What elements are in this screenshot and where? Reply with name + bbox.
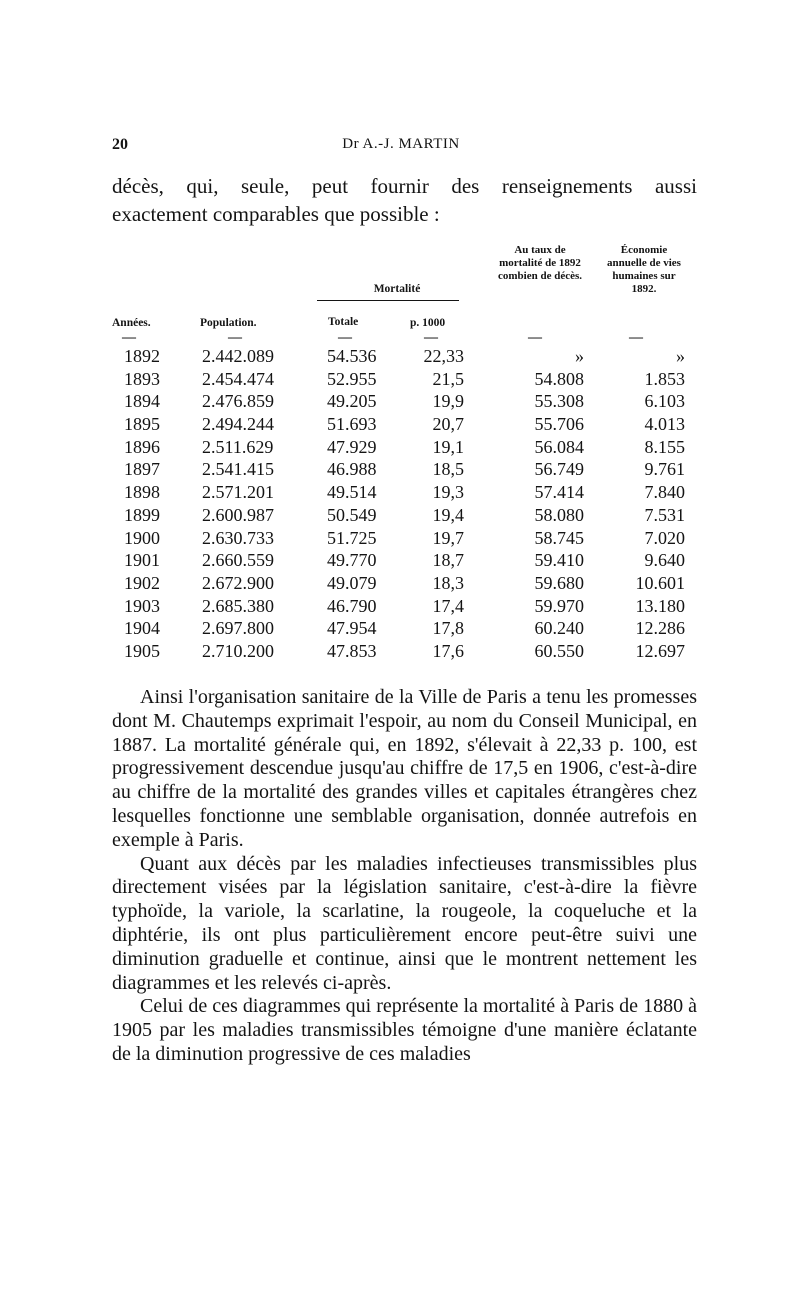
cell-population: 2.660.559 xyxy=(202,550,274,571)
cell-totale: 47.929 xyxy=(327,436,377,457)
cell-annee: 1903 xyxy=(124,595,160,616)
header-population: Population. xyxy=(200,317,257,329)
cell-annee: 1892 xyxy=(124,346,160,366)
cell-totale: 46.988 xyxy=(327,459,377,480)
cell-economie: 10.601 xyxy=(635,572,685,593)
paragraph-3: Celui de ces diagrammes qui représente la mortalité à Paris de 1880 à 1905 par les maladies transmissibles témoigne d'une manière éclatante de la diminution progressive de ces maladies xyxy=(112,995,697,1065)
dash-annees: — xyxy=(122,330,136,345)
cell-economie: 13.180 xyxy=(635,595,685,616)
header-totale: Totale xyxy=(328,316,359,328)
table-row xyxy=(112,413,697,436)
cell-annee: 1895 xyxy=(124,414,160,435)
page-number: 20 xyxy=(112,136,128,153)
table-row xyxy=(112,617,697,640)
running-title: Dr A.-J. MARTIN xyxy=(342,136,460,152)
cell-population: 2.710.200 xyxy=(202,640,274,661)
cell-taux: » xyxy=(575,346,584,366)
cell-annee: 1897 xyxy=(124,459,160,480)
table-row xyxy=(112,572,697,595)
cell-p1000: 21,5 xyxy=(432,368,464,389)
cell-economie: 7.531 xyxy=(644,504,685,525)
cell-taux: 57.414 xyxy=(534,482,584,503)
cell-taux: 54.808 xyxy=(534,368,584,389)
table-row xyxy=(112,595,697,618)
cell-totale: 51.693 xyxy=(327,414,377,435)
paragraph-2: Quant aux décès par les maladies infectieuses transmissibles plus directement visées par la législation sanitaire, c'est-à-dire la fièvre typhoïde, la variole, la scarlatine, la rougeole, la coqueluche et la diphtérie, ils ont plus particulièrement encore peut-être suivi une diminution graduelle et continue, ainsi que le montrent nettement les diagrammes et les relevés ci-après. xyxy=(112,852,697,994)
table-row xyxy=(112,504,697,527)
dash-p1000: — xyxy=(424,330,438,345)
cell-p1000: 20,7 xyxy=(432,414,464,435)
dash-economie: — xyxy=(629,330,643,345)
dash-population: — xyxy=(228,330,242,345)
cell-totale: 47.853 xyxy=(327,640,377,661)
cell-annee: 1905 xyxy=(124,640,160,661)
cell-economie: 1.853 xyxy=(644,368,685,389)
page-header xyxy=(112,136,690,160)
table-row xyxy=(112,527,697,550)
cell-taux: 58.080 xyxy=(534,504,584,525)
dash-totale: — xyxy=(338,330,352,345)
table-body xyxy=(112,345,697,663)
cell-population: 2.494.244 xyxy=(202,414,274,435)
cell-totale: 46.790 xyxy=(327,595,377,616)
header-annees: Années. xyxy=(112,317,151,329)
cell-economie: 4.013 xyxy=(644,414,685,435)
cell-annee: 1904 xyxy=(124,618,160,639)
cell-annee: 1900 xyxy=(124,527,160,548)
cell-taux: 59.410 xyxy=(534,550,584,571)
table-row xyxy=(112,345,697,368)
intro-line-1: décès, qui, seule, peut fournir des renseignements aussi xyxy=(112,174,697,198)
cell-annee: 1896 xyxy=(124,436,160,457)
cell-totale: 54.536 xyxy=(327,346,377,366)
cell-p1000: 17,4 xyxy=(432,595,464,616)
cell-annee: 1898 xyxy=(124,482,160,503)
cell-economie: 8.155 xyxy=(644,436,685,457)
cell-economie: 7.020 xyxy=(644,527,685,548)
cell-taux: 59.970 xyxy=(534,595,584,616)
intro-text xyxy=(112,172,697,228)
header-economie: Économie annuelle de vies humaines sur 1892. xyxy=(607,244,681,295)
cell-population: 2.511.629 xyxy=(202,436,274,457)
cell-p1000: 17,8 xyxy=(432,618,464,639)
mortality-table xyxy=(112,244,697,664)
cell-taux: 59.680 xyxy=(534,572,584,593)
cell-taux: 55.706 xyxy=(534,414,584,435)
cell-population: 2.571.201 xyxy=(202,482,274,503)
cell-economie: » xyxy=(676,346,685,366)
cell-totale: 49.770 xyxy=(327,550,377,571)
cell-population: 2.454.474 xyxy=(202,368,274,389)
cell-totale: 49.079 xyxy=(327,572,377,593)
cell-p1000: 18,3 xyxy=(432,572,464,593)
cell-population: 2.600.987 xyxy=(202,504,274,525)
cell-p1000: 19,9 xyxy=(432,391,464,412)
cell-annee: 1901 xyxy=(124,550,160,571)
dash-taux: — xyxy=(528,330,542,345)
cell-p1000: 19,1 xyxy=(432,436,464,457)
cell-annee: 1899 xyxy=(124,504,160,525)
table-row xyxy=(112,549,697,572)
cell-population: 2.442.089 xyxy=(202,346,274,366)
cell-totale: 50.549 xyxy=(327,504,377,525)
intro-line-2: exactement comparables que possible : xyxy=(112,202,440,226)
header-mortalite: Mortalité xyxy=(373,283,421,295)
body-text xyxy=(112,686,697,1067)
cell-economie: 7.840 xyxy=(644,482,685,503)
header-p1000: p. 1000 xyxy=(410,317,446,329)
header-taux: Au taux de mortalité de 1892 combien de décès. xyxy=(497,244,582,282)
table-row xyxy=(112,481,697,504)
cell-annee: 1894 xyxy=(124,391,160,412)
cell-population: 2.630.733 xyxy=(202,527,274,548)
cell-totale: 51.725 xyxy=(327,527,377,548)
cell-economie: 6.103 xyxy=(644,391,685,412)
cell-annee: 1902 xyxy=(124,572,160,593)
cell-taux: 56.749 xyxy=(534,459,584,480)
table-row xyxy=(112,390,697,413)
table-row xyxy=(112,640,697,663)
cell-taux: 55.308 xyxy=(534,391,584,412)
cell-p1000: 17,6 xyxy=(432,640,464,661)
mortalite-underline xyxy=(317,300,459,301)
paragraph-1: Ainsi l'organisation sanitaire de la Ville de Paris a tenu les promesses dont M. Chautemps exprimait l'espoir, au nom du Conseil Municipal, en 1887. La mortalité générale qui, en 1892, s'élevait à 22,33 p. 100, est progressivement descendue jusqu'au chiffre de 17,5 en 1906, c'est-à-dire au chiffre de la mortalité des grandes villes et capitales étrangères chez lesquelles fonctionne une semblable organisation, donnée autrefois en exemple à Paris. xyxy=(112,686,697,851)
cell-p1000: 22,33 xyxy=(423,346,464,366)
cell-population: 2.672.900 xyxy=(202,572,274,593)
cell-totale: 49.205 xyxy=(327,391,377,412)
cell-totale: 49.514 xyxy=(327,482,377,503)
cell-taux: 56.084 xyxy=(534,436,584,457)
table-row xyxy=(112,458,697,481)
cell-totale: 47.954 xyxy=(327,618,377,639)
cell-totale: 52.955 xyxy=(327,368,377,389)
cell-economie: 9.761 xyxy=(644,459,685,480)
cell-population: 2.476.859 xyxy=(202,391,274,412)
cell-annee: 1893 xyxy=(124,368,160,389)
cell-population: 2.697.800 xyxy=(202,618,274,639)
cell-taux: 60.240 xyxy=(534,618,584,639)
cell-economie: 12.697 xyxy=(635,640,685,661)
cell-economie: 12.286 xyxy=(635,618,685,639)
cell-p1000: 18,5 xyxy=(432,459,464,480)
cell-p1000: 19,4 xyxy=(432,504,464,525)
cell-taux: 58.745 xyxy=(534,527,584,548)
cell-p1000: 18,7 xyxy=(432,550,464,571)
cell-p1000: 19,3 xyxy=(432,482,464,503)
cell-population: 2.685.380 xyxy=(202,595,274,616)
table-row xyxy=(112,436,697,459)
cell-p1000: 19,7 xyxy=(432,527,464,548)
cell-taux: 60.550 xyxy=(534,640,584,661)
table-row xyxy=(112,368,697,391)
cell-economie: 9.640 xyxy=(644,550,685,571)
cell-population: 2.541.415 xyxy=(202,459,274,480)
